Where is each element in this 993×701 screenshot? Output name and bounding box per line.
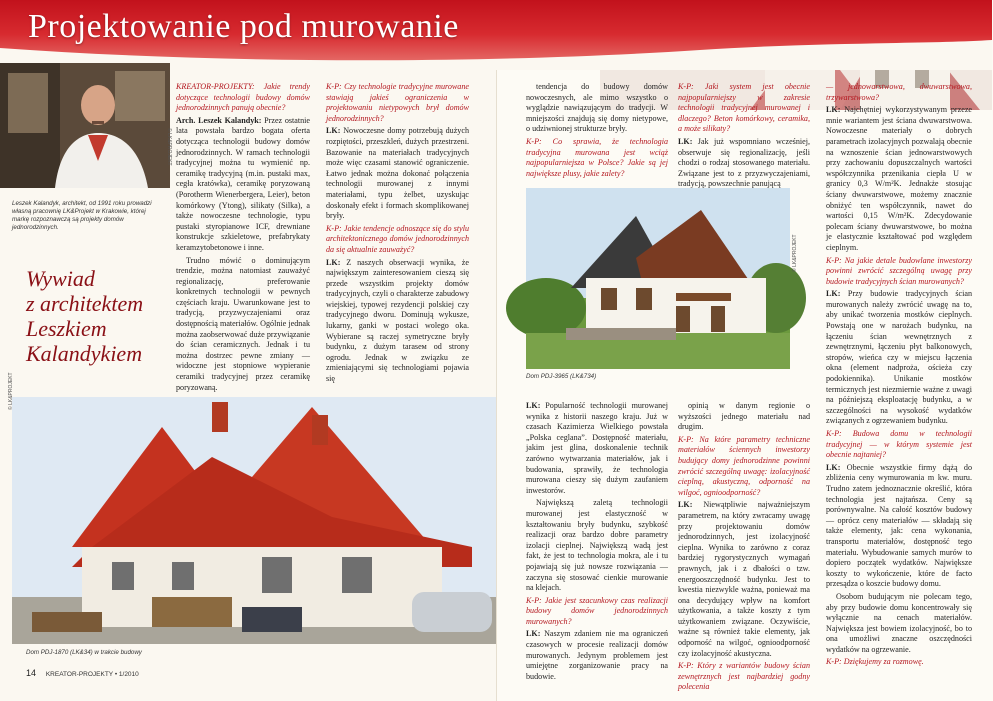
portrait-caption-text: Leszek Kalandyk, architekt, od 1991 roku prowadzi własną pracownię LK&Projekt w Krakowie, której markę rozpoznawczą są projekty domów jednorodzinnych.	[12, 200, 152, 231]
text-column-5	[826, 82, 972, 672]
house-right-caption: Dom PDJ-3965 (LK&734)	[526, 373, 597, 380]
paragraph	[826, 463, 972, 590]
speaker-label: LK:	[526, 629, 541, 639]
interview-question: K-P: Dziękujemy za rozmowę.	[826, 657, 924, 667]
paragraph	[326, 258, 469, 385]
answer-text: Jak już wspomniano wcześniej, obserwuje się regionalizację, jeśli chodzi o rodzaj stosowanego materiału. Związane jest to z przyzwyczajeniami, tradycją, powszechnie panującą	[678, 136, 810, 189]
page-number: 14	[26, 668, 37, 678]
paragraph: opinią w danym regionie o wyższości jednego materiału nad drugim.	[678, 401, 810, 432]
text-column-3	[526, 82, 668, 182]
big-photo-caption: Dom PDJ-1870 (LK&34) w trakcie budowy	[26, 649, 142, 656]
answer-text: Przy budowie tradycyjnych ścian murowanych należy zwrócić uwagę na to, aby unikać tworzenia mostków cieplnych. Powstają one w narożach budynku, na łączeniu ścian wewnętrznych z zewnętrznymi, łączeniu płyt balkonowych, stropów, wieńca czy w miejscu łączenia okna (element nadproża, ościeża czy podokiennika). Unikanie mostków termicznych jest niezmiernie ważne z uwagi na późniejszą eksploatację budynku, a w szczególności na wysokość wydatków związanych z ogrzewaniem budynku.	[826, 289, 972, 426]
speaker-label: LK:	[826, 289, 841, 299]
interview-question: KREATOR-PROJEKTY: Jakie trendy dotyczące technologii budowy domów jednorodzinnych panują obecnie?	[176, 82, 310, 113]
interview-heading-line-3: Leszkiem	[26, 316, 107, 341]
answer-text: Popularność technologii murowanej wynika z historii naszego kraju. Już w czasach Kazimierza Wielkiego powstała „Polska ceglana”. Dostępność materiału, jakim jest glina, doskonalenie technik zarówno wytwarzania materiałów, jak i budowania, sprawiły, że technologia murowana cieszy się dużym zaufaniem inwestorów.	[526, 401, 668, 495]
speaker-label: Arch. Leszek Kalandyk:	[176, 115, 262, 125]
answer-text: Naszym zdaniem nie ma ograniczeń czasowych w procesie realizacji domów murowanych. Jedynym problemem jest umiejętne zorganizowanie pracy na budowie.	[526, 629, 668, 681]
paragraph	[826, 105, 972, 253]
answer-text: Obecnie wszystkie firmy dążą do zbliżenia ceny wymurowania m kw. muru. Trudno zatem jednoznacznie określić, która technologia jest najtańsza. Ceny są porównywalne. Na całość kosztów budowy — oprócz ceny materiałów — składają się także elementy, jak: cena wykonania, transportu materiałów, dostępność tego materiału. Wybudowanie samych murów to dopiero początek wydatków. Największe koszty to wykończenie, które de facto przesądza o koszcie budowy domu.	[826, 462, 972, 589]
answer-text: Z naszych obserwacji wynika, że największym zainteresowaniem cieszą się przede wszystkim projekty domów tradycyjnych, czyli o charakterze zabudowy wiejskiej, typowej rezydencji polskiej czy tradycyjnego dworu. Dominują wykusze, lukarny, ganki w postaci wolego oka. Wybierane są raczej symetryczne bryły budynku, z dużym taraseм od strony ogrodu. Jednak w związku ze zmieniającymi się technologiami pojawia się	[326, 257, 469, 384]
paragraph: Największą zaletą technologii murowanej jest elastyczność w kształtowaniu bryły budynku, szybkość realizacji oraz bardzo dobre parametry izolacji cieplnej. Największą wadą jest fakt, że jest to technologia mokra, ale i tu pojawiają się już nowsze rozwiązania — zaczyna się stosować cienkie murowanie na klejach.	[526, 498, 668, 593]
speaker-label: LK:	[326, 126, 341, 136]
interview-question: K-P: Na które parametry techniczne materiałów ściennych inwestorzy budujący domy jednorodzinne powinni zwrócić szczególną uwagę: izolacyjność cieplną, akustyczną, odporność na wilgoć, ognioodporność?	[678, 434, 810, 497]
paragraph	[678, 500, 810, 659]
interview-question: K-P: Co sprawia, że technologia tradycyjna murowana jest wciąż najpopularniejsza w Polsce? Jakie są jej największe plusy, jakie zalety?	[526, 136, 668, 178]
interview-heading	[26, 266, 143, 366]
interview-heading-line-1: Wywiad	[26, 266, 95, 291]
magazine-issue: KREATOR-PROJEKTY • 1/2010	[45, 671, 139, 678]
paragraph	[326, 126, 469, 221]
answer-text: Przez ostatnie lata powstała bardzo bogata oferta dotycząca technologii budowy domów jednorodzinnych. W ramach technologii tradycyjnej można tu wymienić np. ceramikę tradycyjną (m.in. pustaki max, cegła kratówka), ceramikę poryzowaną (Porotherm Wienerbergera, Leier), beton komórkowy (Ytong), silikaty (Silka), a także nowoczesne technologie, typu pustaki styropianowe ICF, drewniane konstrukcje szkieletowe, prefabrykaty keramzytobetonowe i inne.	[176, 115, 310, 252]
interview-question: K-P: Czy technologie tradycyjne murowane stawiają jakieś ograniczenia w projektowaniu nietypowych brył domów jednorodzinnych?	[326, 82, 469, 123]
interview-question: K-P: Budowa domu w technologii tradycyjnej — w którym systemie jest obecnie najtaniej?	[826, 429, 972, 460]
paragraph: tendencja do budowy domów nowoczesnych, ale mimo wszystko o wyglądzie nawiązującym do tradycji. W mniejszości znajdują się domy nietypowe, o udziwnionej strukturze bryły.	[526, 82, 668, 134]
speaker-label: LK:	[826, 462, 841, 472]
interview-question: — jednowarstwowa, dwuwarstwowa, trzywarstwowa?	[826, 82, 972, 102]
interview-question: K-P: Jakie jest szacunkowy czas realizacji budowy domów jednorodzinnych murowanych?	[526, 595, 668, 626]
paragraph	[176, 116, 310, 254]
speaker-label: LK:	[526, 401, 541, 410]
speaker-label: LK:	[326, 257, 341, 267]
interview-question: K-P: Na jakie detale budowlane inwestorzy powinni zwrócić szczególną uwagę przy budowie tradycyjnych ścian murowanych?	[826, 255, 972, 286]
house-photo-pdj-3965	[526, 188, 790, 369]
house-right-credit: © LK&PROJEKT	[792, 234, 798, 272]
paragraph: Osobom budującym nie polecam tego, aby przy budowie domu koncentrowały się wyłącznie na cenach materiałów. Największa jest bowiem izolacyjność, bo to ona umożliwi znaczne oszczędności wydatków na ogrzewanie.	[826, 591, 972, 654]
text-column-1	[176, 82, 310, 392]
architect-portrait	[0, 63, 170, 188]
text-column-4	[678, 82, 810, 189]
interview-question: K-P: Jaki system jest obecnie najpopularniejszy w zakresie technologii tradycyjnej murowanej i dlaczego? Beton komórkowy, ceramika, a może silikaty?	[678, 82, 810, 134]
house-photo-pdj-1870	[12, 397, 496, 644]
interview-heading-line-4: Kalandykiem	[26, 341, 143, 366]
paragraph	[526, 629, 668, 682]
portrait-credit: © LK&PROJEKT	[166, 128, 172, 166]
paragraph	[526, 401, 668, 496]
text-column-7	[678, 401, 810, 692]
interview-question: K-P: Jakie tendencje odnoszące się do stylu architektonicznego domów jednorodzinnych da się aktualnie zauważyć?	[326, 223, 469, 254]
interview-heading-line-2: z architektem	[26, 291, 144, 316]
page-footer	[26, 668, 139, 678]
speaker-label: LK:	[678, 136, 693, 146]
text-column-6	[526, 401, 668, 681]
text-column-2	[326, 82, 469, 392]
page-title: Projektowanie pod murowanie	[28, 8, 459, 45]
paragraph: Trudno mówić o dominującym trendzie, można natomiast zauważyć regionalizację, preferowanie konkretnych technologii w pewnych częściach kraju. Uwarunkowane jest to tradycją, przyzwyczajeniami oraz dostępnością materiałów. Ogólnie jednak można zaobserwować duże przywiązanie do ścian ceramicznych. Jednak i tu można dostrzec pewne zmiany — widoczne jest stopniowe wypieranie ceramiki tradycyjnej przez ceramikę poryzowaną.	[176, 255, 310, 392]
interview-question: K-P: Który z wariantów budowy ścian zewnętrznych jest najbardziej godny polecenia	[678, 661, 810, 692]
answer-text: Nowoczesne domy potrzebują dużych rozpiętości, przeszkleń, dużych przestrzeni. Bazowanie na materiałach tradycyjnych może więc czasami stanowić ograniczenie. Łatwo jednak można dokonać połączenia technologii murowanej z innymi materiałami, typu żelbet, uzyskując doskonały efekt i formach skomplikowanej bryły.	[326, 126, 469, 221]
paragraph	[678, 137, 810, 190]
speaker-label: LK:	[826, 105, 841, 115]
speaker-label: LK:	[678, 500, 693, 510]
big-photo-credit: © LK&PROJEKT	[8, 372, 14, 410]
paragraph	[826, 289, 972, 427]
answer-text: Najchętniej wykorzystywanym przeze mnie wariantem jest ściana dwuwarstwowa. Nowoczesne materiały o dobrych parametrach izolacyjnych pozwalają obecnie na wznoszenie ścian jednowarstwowych przy zachowaniu dopuszczalnych wartości współczynnika przenikania ciepła U w granicy 0,3 W/m²K. Jednakże stosując ściany dwuwarstwowe, możemy znacznie obniżyć ten współczynnik, nawet do wartości 0,15 W/m²K. Zdecydowanie polecam ściany dwuwarstwowe, bo można je elastycznie kształtować pod względem cieplnym.	[826, 105, 972, 252]
portrait-caption	[12, 200, 162, 232]
answer-text: Niewątpliwie najważniejszym parametrem, na który zwracamy uwagę przy projektowaniu domów jednorodzinnych, jest izolacyjność cieplna. Wynika to zarówno z coraz bardziej rygorystycznych wymagań prawnych, jak i z dbałości o tzw. energooszczędność budynku. Jest to kwestia niezwykle ważna, ponieważ ma ona decydujący wpływ na komfort użytkowania, a także koszty z tym użytkowaniem związane. Oczywiście, ważne są również takie elementy, jak odporność na wilgoć, ognioodporność czy izolacyjność akustyczna.	[678, 500, 810, 658]
